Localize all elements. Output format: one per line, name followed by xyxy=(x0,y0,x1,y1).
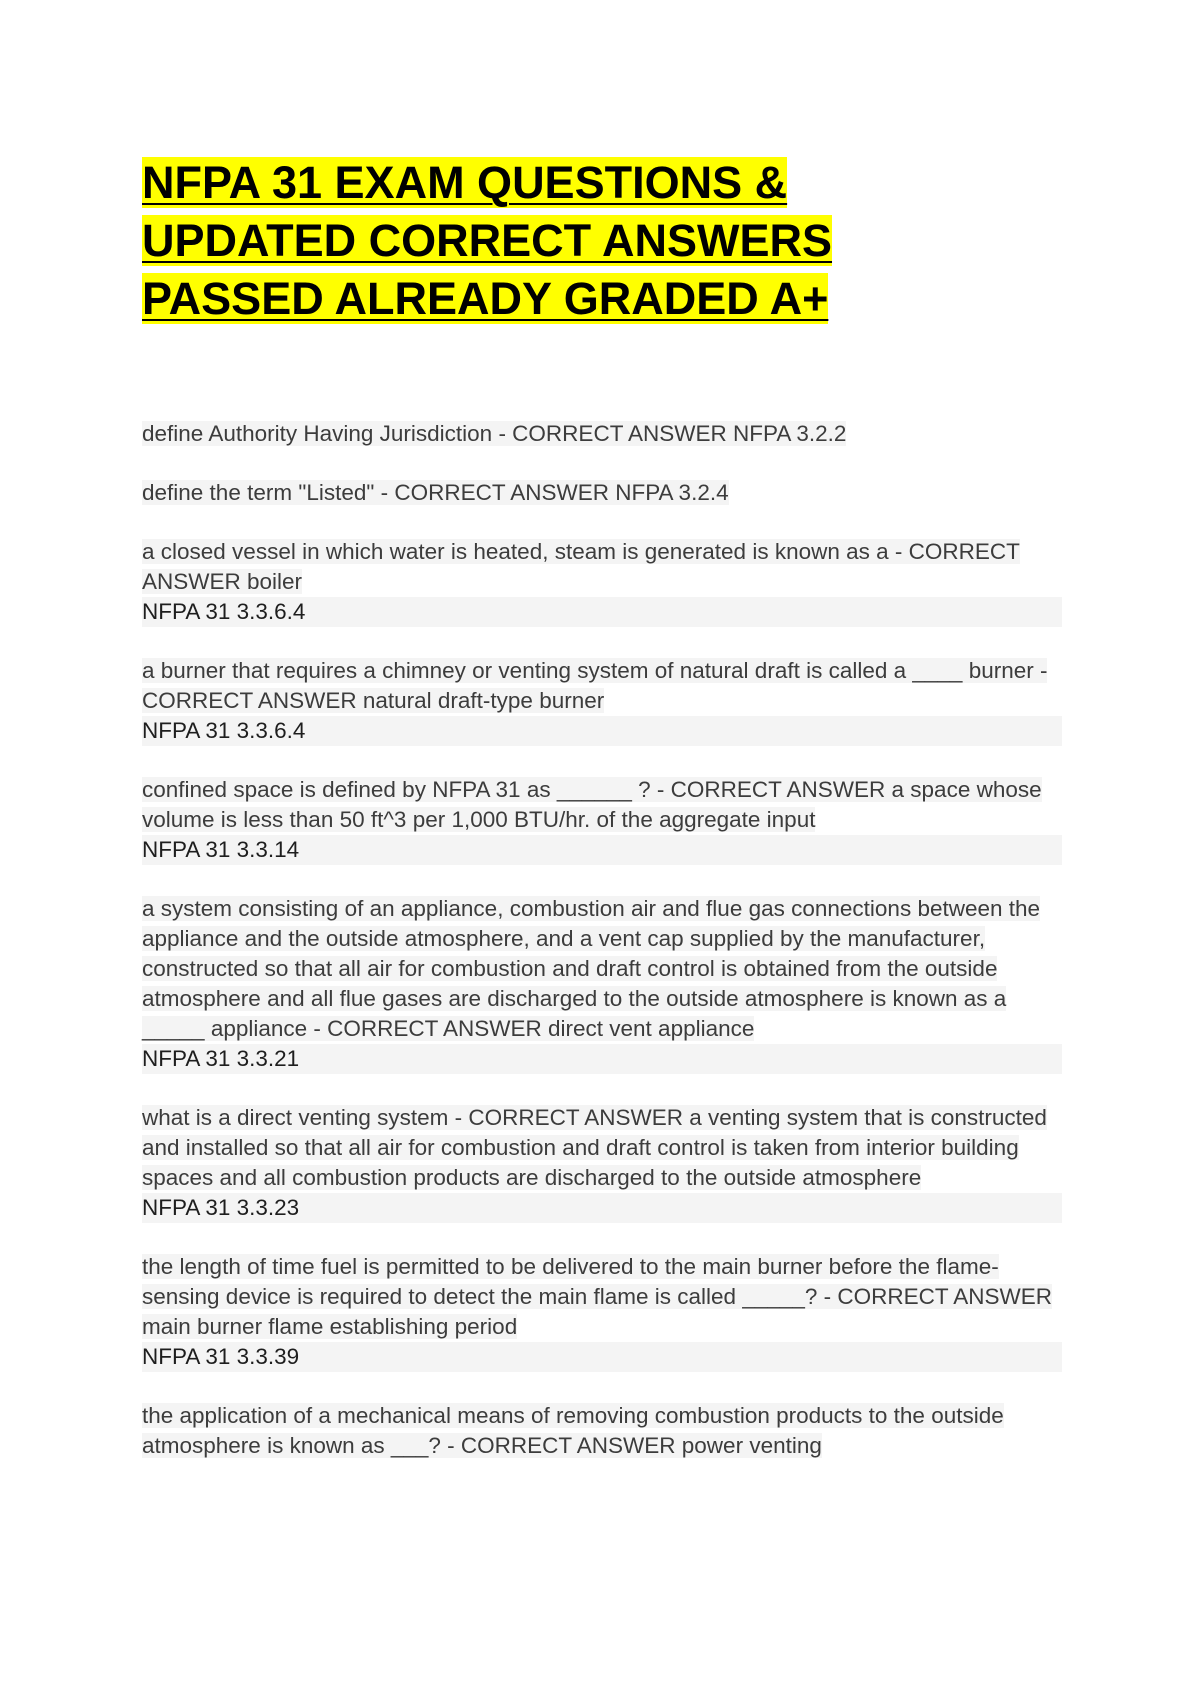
qa-text: define Authority Having Jurisdiction - CORRECT ANSWER NFPA 3.2.2 xyxy=(142,421,847,446)
document-page xyxy=(142,154,1062,1490)
qa-item xyxy=(142,1401,1062,1461)
title-line-text: PASSED ALREADY GRADED A+ xyxy=(142,273,829,324)
qa-reference-text: NFPA 31 3.3.23 xyxy=(142,1195,300,1220)
qa-item xyxy=(142,478,1062,508)
qa-item xyxy=(142,1252,1062,1372)
qa-item xyxy=(142,537,1062,627)
qa-reference xyxy=(142,1193,1062,1223)
qa-item xyxy=(142,775,1062,865)
qa-text: a burner that requires a chimney or venting system of natural draft is called a ____ burner - CORRECT ANSWER natural draft-type burner xyxy=(142,658,1048,713)
qa-reference xyxy=(142,597,1062,627)
qa-item xyxy=(142,419,1062,449)
qa-reference-text: NFPA 31 3.3.14 xyxy=(142,837,300,862)
qa-text: confined space is defined by NFPA 31 as ______ ? - CORRECT ANSWER a space whose volume is less than 50 ft^3 per 1,000 BTU/hr. of the aggregate input xyxy=(142,777,1042,832)
qa-item xyxy=(142,894,1062,1074)
title-line xyxy=(142,270,1062,328)
qa-reference xyxy=(142,1044,1062,1074)
qa-reference xyxy=(142,835,1062,865)
qa-item xyxy=(142,656,1062,746)
qa-text: a closed vessel in which water is heated, steam is generated is known as a - CORRECT ANSWER boiler xyxy=(142,539,1020,594)
qa-text: the application of a mechanical means of removing combustion products to the outside atmosphere is known as ___? - CORRECT ANSWER power venting xyxy=(142,1403,1004,1458)
qa-reference-text: NFPA 31 3.3.6.4 xyxy=(142,718,306,743)
document-title xyxy=(142,154,1062,328)
title-line-text: UPDATED CORRECT ANSWERS xyxy=(142,215,833,266)
qa-reference xyxy=(142,716,1062,746)
qa-reference-text: NFPA 31 3.3.21 xyxy=(142,1046,300,1071)
qa-text: what is a direct venting system - CORRECT ANSWER a venting system that is constructed and installed so that all air for combustion and draft control is taken from interior building spaces and all combustion products are discharged to the outside atmosphere xyxy=(142,1105,1047,1190)
qa-item xyxy=(142,1103,1062,1223)
qa-list xyxy=(142,419,1062,1461)
qa-text: a system consisting of an appliance, combustion air and flue gas connections between the appliance and the outside atmosphere, and a vent cap supplied by the manufacturer, constructed so that all air for combustion and draft control is obtained from the outside atmosphere and all flue gases are discharged to the outside atmosphere is known as a _____ appliance - CORRECT ANSWER direct vent appliance xyxy=(142,896,1041,1041)
qa-text: define the term "Listed" - CORRECT ANSWER NFPA 3.2.4 xyxy=(142,480,729,505)
title-line xyxy=(142,212,1062,270)
qa-reference-text: NFPA 31 3.3.39 xyxy=(142,1344,300,1369)
qa-text: the length of time fuel is permitted to be delivered to the main burner before the flame-sensing device is required to detect the main flame is called _____? - CORRECT ANSWER main burner flame establishing period xyxy=(142,1254,1052,1339)
qa-reference xyxy=(142,1342,1062,1372)
qa-reference-text: NFPA 31 3.3.6.4 xyxy=(142,599,306,624)
title-line xyxy=(142,154,1062,212)
title-line-text: NFPA 31 EXAM QUESTIONS & xyxy=(142,157,788,208)
